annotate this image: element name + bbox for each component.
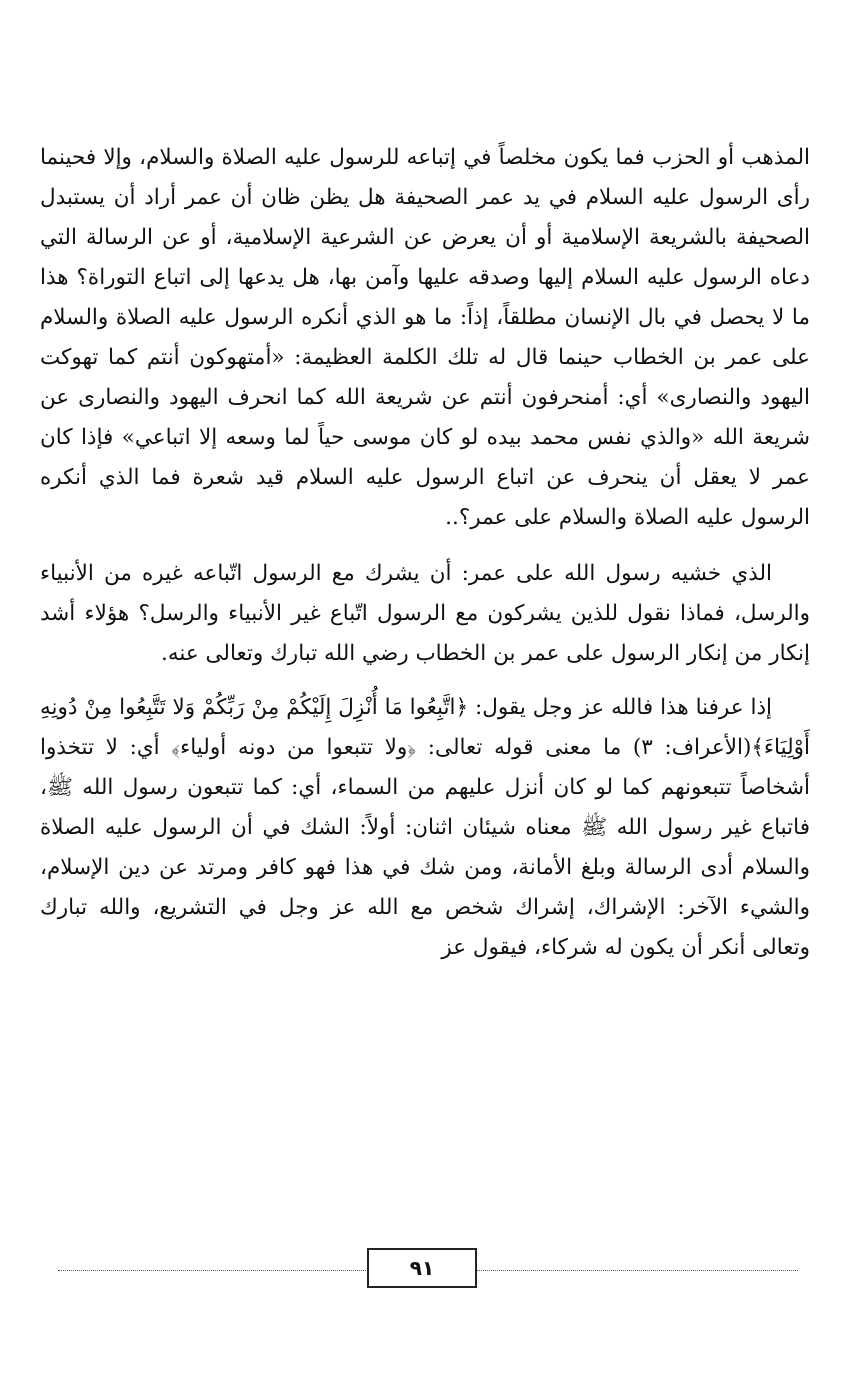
paragraph-3: إذا عرفنا هذا فالله عز وجل يقول: ﴿اتَّبِعُوا مَا أُنْزِلَ إِلَيْكُمْ مِنْ رَبِّكُمْ وَلا تَتَّبِعُوا مِنْ دُونِهِ أَوْلِيَاءَ﴾(الأعراف: ٣) ما معنى قوله تعالى: ﴿ولا تتبعوا من دونه أولياء﴾ أي: لا تتخذوا أشخاصاً تتبعونهم كما لو كان أنزل عليهم من السماء، أي: كما تتبعون رسول الله ﷺ، فاتباع غير رسول الله ﷺ معناه شيئان اثنان: أولاً: الشك في أن الرسول عليه الصلاة والسلام أدى الرسالة وبلغ الأمانة، ومن شك في هذا فهو كافر ومرتد عن دين الإسلام، والشيء الآخر: الإشراك، إشراك شخص مع الله عز وجل في التشريع، والله تبارك وتعالى أنكر أن يكون له شركاء، فيقول عز: [40, 695, 810, 960]
page-number: ٩١: [409, 1256, 435, 1280]
page-body: [40, 138, 810, 968]
page-number-frame: [367, 1248, 477, 1288]
paragraph-1: المذهب أو الحزب فما يكون مخلصاً في إتباعه للرسول عليه الصلاة والسلام، وإلا فحينما رأى الرسول عليه السلام في يد عمر الصحيفة هل يظن ظان أن عمر أراد أن يستبدل الصحيفة بالشريعة الإسلامية أو أن يعرض عن الشرعية الإسلامية، أو عن الرسالة التي دعاه الرسول عليه السلام إليها وصدقه عليها وآمن بها، هل يدعها إلى اتباع التوراة؟ هذا ما لا يحصل في بال الإنسان مطلقاً، إذاً: ما هو الذي أنكره الرسول عليه الصلاة والسلام على عمر بن الخطاب حينما قال له تلك الكلمة العظيمة: «أمتهوكون أنتم كما تهوكت اليهود والنصارى» أي: أمنحرفون أنتم عن شريعة الله كما انحرف اليهود والنصارى عن شريعة الله «والذي نفس محمد بيده لو كان موسى حياً لما وسعه إلا اتباعي» فإذا كان عمر لا يعقل أن ينحرف عن اتباع الرسول عليه السلام قيد شعرة فما الذي أنكره الرسول عليه الصلاة والسلام على عمر؟..: [40, 145, 810, 530]
frame-ornament-icon: [457, 1248, 477, 1258]
frame-ornament-icon: [367, 1278, 387, 1288]
page-footer: [58, 1248, 798, 1288]
paragraph-2: الذي خشيه رسول الله على عمر: أن يشرك مع الرسول اتّباعه غيره من الأنبياء والرسل، فماذا نقول للذين يشركون مع الرسول اتّباع غير الأنبياء والرسل؟ هؤلاء أشد إنكار من إنكار الرسول على عمر بن الخطاب رضي الله تبارك وتعالى عنه.: [40, 561, 810, 666]
